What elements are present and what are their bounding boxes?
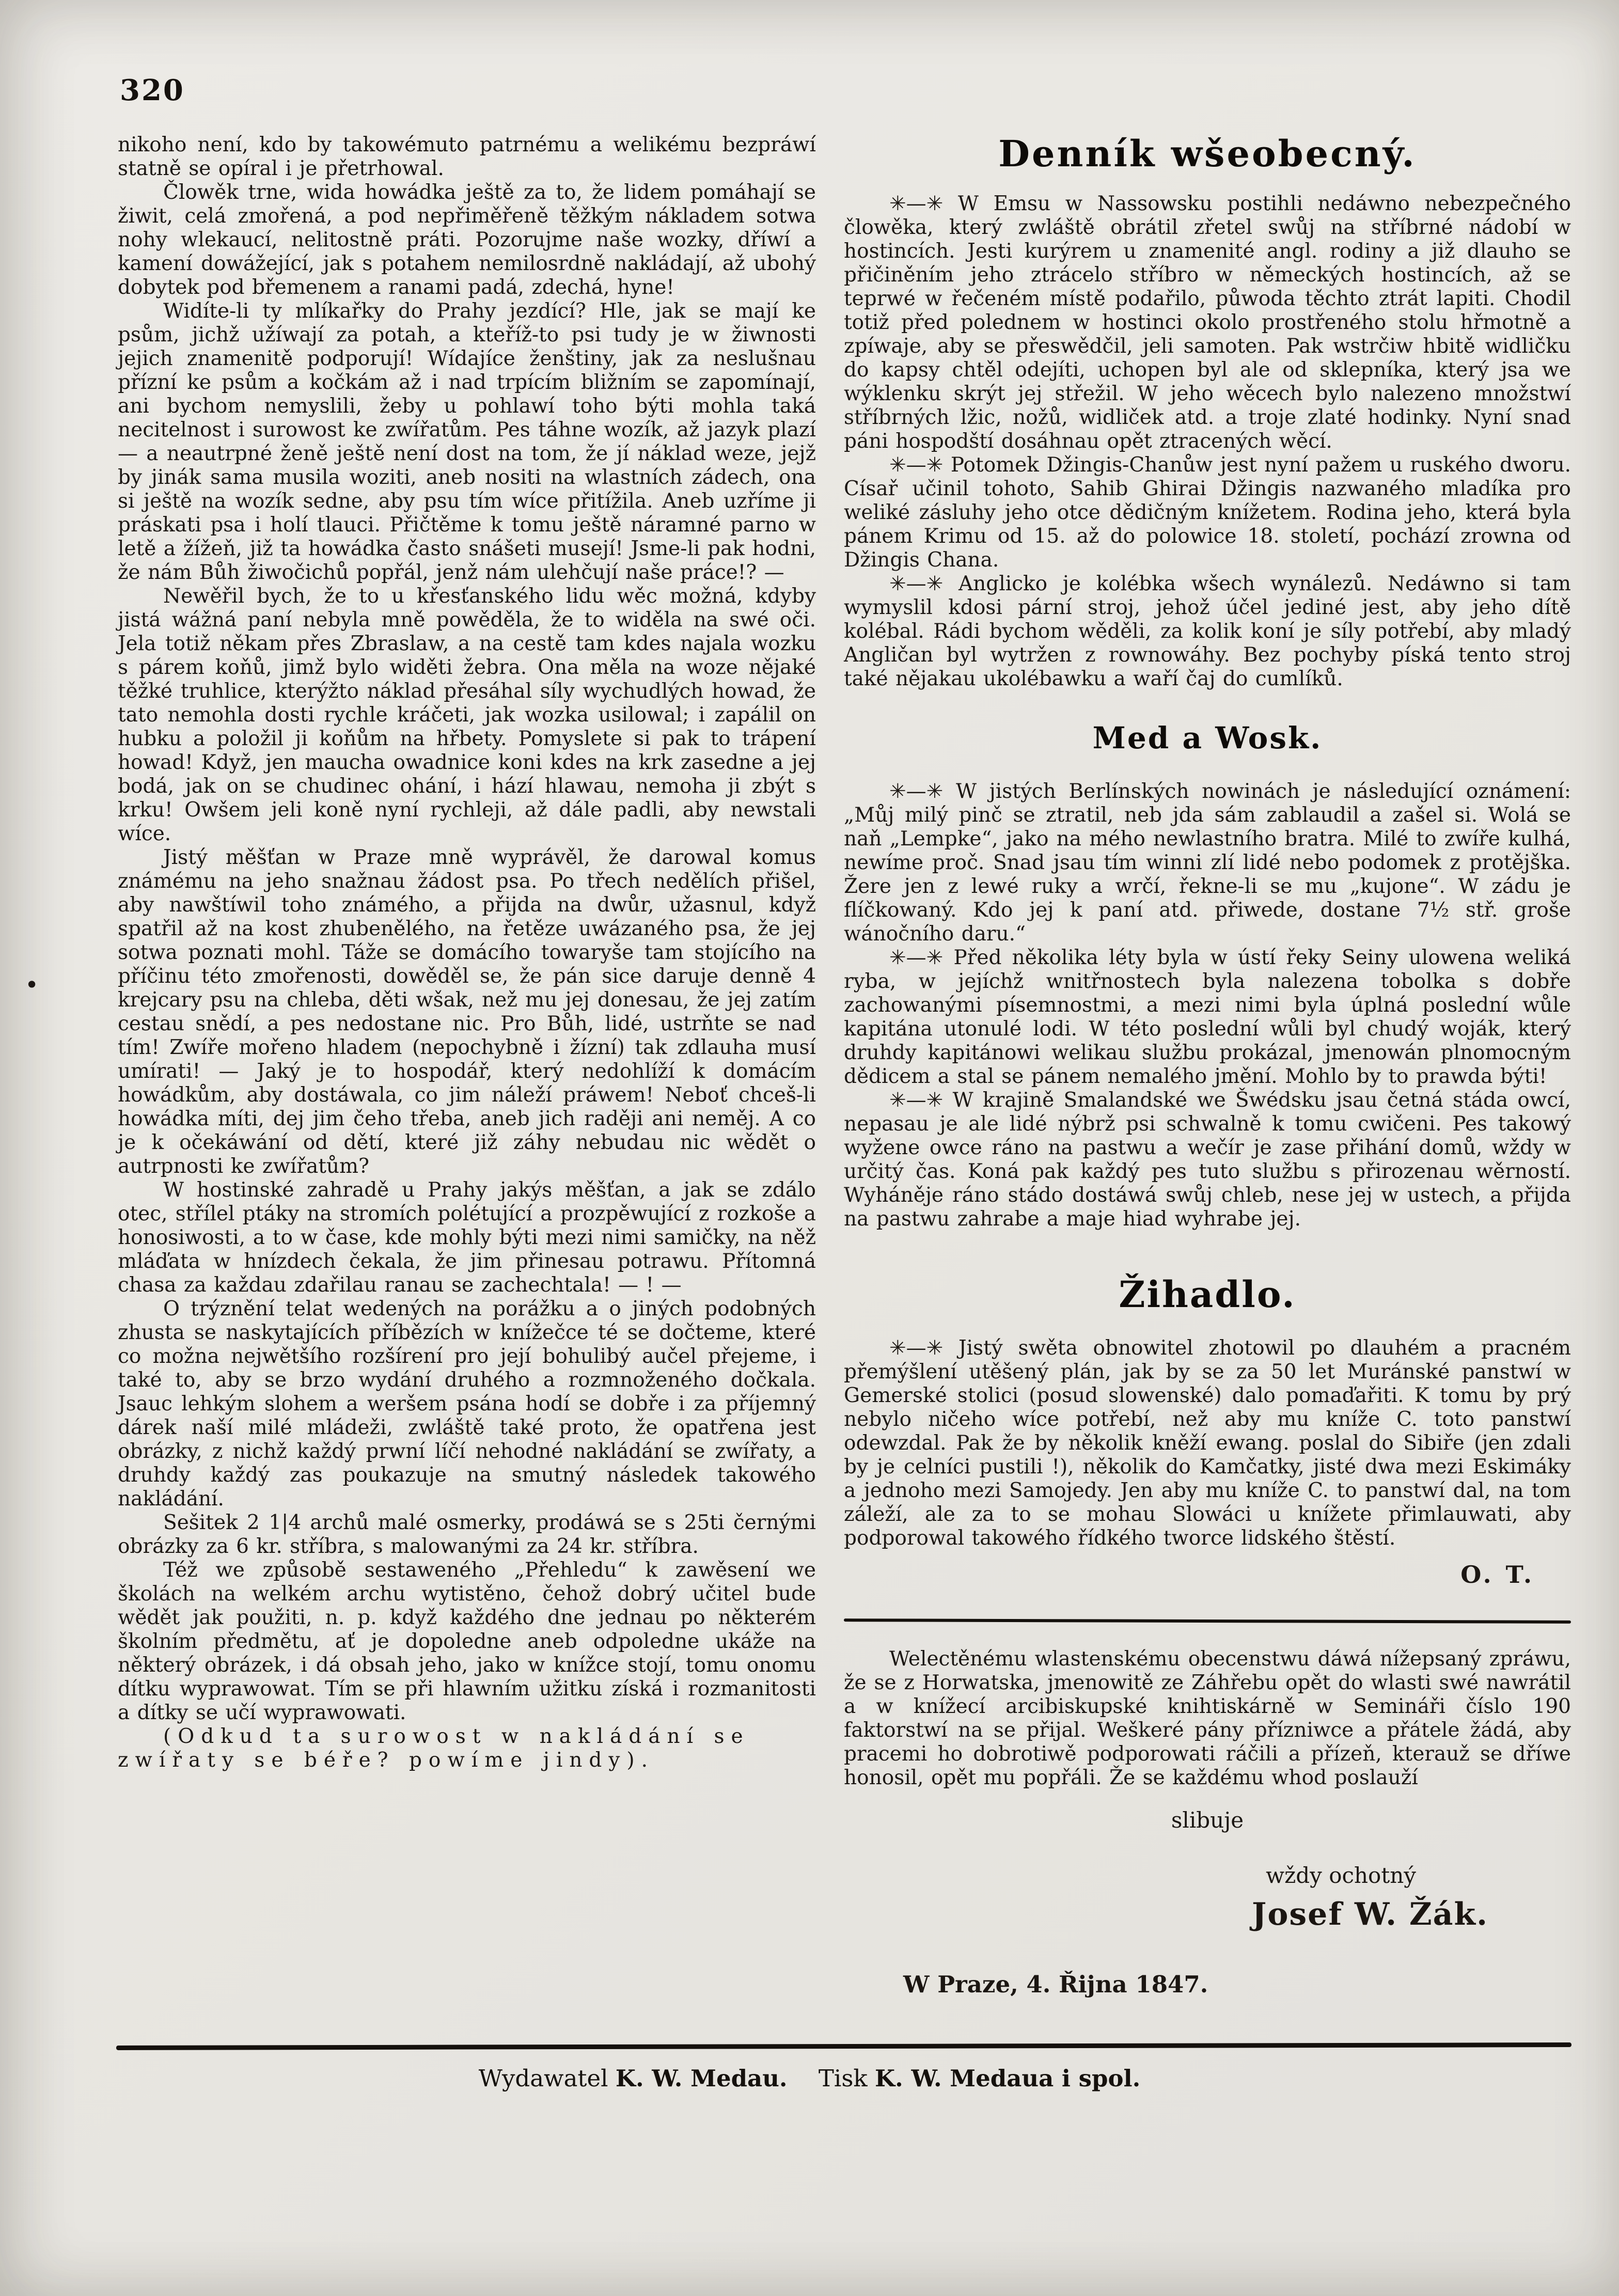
left-column xyxy=(118,133,816,1772)
paragraph: O trýznění telat wedených na porážku a o jiných podobných zhusta se naskytajících příbězích w knížečce té se dočteme, které co možna nejwětšího rozšírení pro její bohulibý aučel přejeme, i také to, aby se brzo wydání druhého a rozmnoženého dočkala. Jsauc lehkým slohem a weršem psána hodí se dobře i za příjemný dárek naší milé mládeži, zwláště také proto, že opatřena jest obrázky, z nichž každý prwní líčí nehodné nakládání se zwířaty, a druhdy každý zas poukazuje na smutný následek takowého nakládání. xyxy=(118,1297,816,1511)
publisher-name: K. W. Medau. xyxy=(615,2065,788,2092)
news-item: ✳—✳ Potomek Džingis-Chanůw jest nyní pažem u ruského dworu. Císař učinil tohoto, Sahib Ghirai Džingis nazwaného mladíka pro weliké zásluhy jeho otce dědičným knížetem. Rodina jeho, která byla pánem Krimu od 15. až do polowice 18. století, pochází zrowna od Džingis Chana. xyxy=(844,453,1571,572)
news-item: ✳—✳ Anglicko je kolébka wšech wynálezů. Nedáwno si tam wymyslil kdosi pární stroj, jehož účel jediné jest, aby jeho dítě kolébal. Rádi bychom wěděli, za kolik koní je síly potřebí, aby mladý Angličan byl wytržen z rownowáhy. Bez pochyby píská tento stroj také nějakau ukolébawku a waří čaj do cumlíků. xyxy=(844,572,1571,690)
announcement-dateline: W Praze, 4. Řijna 1847. xyxy=(903,1971,1208,1998)
right-column xyxy=(844,133,1571,1998)
paragraph: Sešitek 2 1|4 archů malé osmerky, prodáwá se s 25ti černými obrázky za 6 kr. stříbra, s malowanými za 24 kr. stříbra. xyxy=(118,1511,816,1558)
paragraph: Widíte-li ty mlíkařky do Prahy jezdící? Hle, jak se mají ke psům, jichž užíwají za potah, a kteříž-to psi tudy je w žiwnosti jejich znamenitě podporují! Wídajíce ženštiny, jak za neslušnau přízní ke psům a kočkám až i nad trpícím bližním se zapomínají, ani bychom nemyslili, žeby u pohlawí toho býti mohla taká necitelnost i surowost ke zwířatům. Pes táhne wozík, až jazyk plazí — a neautrpné ženě ještě není dost na tom, že jí náklad weze, jejž by jinák sama musila woziti, aneb nositi na wlastních zádech, ona si ještě na wozík sedne, aby psu tím wíce přitížila. Aneb uzříme ji práskati psa i holí tlauci. Přičtěme k tomu ještě náramné parno w letě a žížeň, již ta howádka často snášeti musejí! Jsme-li pak hodni, že nám Bůh žiwočichů popřál, jenž nám ulehčují naše práce!? — xyxy=(118,300,816,584)
paragraph: Jistý měšťan w Praze mně wyprávěl, že darowal komus známému na jeho snažnau žádost psa. Po třech nedělích přišel, aby nawštíwil toho známého, a přijda na dwůr, užasnul, když spatřil až na kost zhubenělého, na řetěze uwázaného psa, že jej sotwa poznati mohl. Táže se domácího towaryše tam stojícího na příčinu této zmořenosti, dowěděl se, že pán sice daruje denně 4 krejcary psu na chleba, děti wšak, než mu jej donesau, že jej zatím cestau snědí, a pes nedostane nic. Pro Bůh, lidé, ustrňte se nad tím! Zwíře mořeno hladem (nepochybně i žízní) tak zdlauha musí umírati! — Jaký je to hospodář, který nedohlíží k domácím howádkům, aby dostáwala, co jim náleží práwem! Neboť chceš-li howádka míti, dej jim čeho třeba, aneb jich raději ani neměj. A co je k očekáwání od dětí, které již záhy nebudau nic wědět o autrpnosti ke zwířatům? xyxy=(118,846,816,1178)
margin-dot: • xyxy=(25,971,39,999)
footer-rule xyxy=(116,2042,1571,2050)
closing-note: (Odkud ta surowost w nakládání se zwířaty se béře? powíme jindy). xyxy=(118,1725,750,1772)
printer-name: K. W. Medaua i spol. xyxy=(875,2065,1141,2092)
section-heading-med-a-wosk: Med a Wosk. xyxy=(1092,720,1323,756)
publisher-label: Wydawatel xyxy=(478,2065,608,2092)
paragraph: W hostinské zahradě u Prahy jakýs měšťan, a jak se zdálo otec, střílel ptáky na stromích polétující a prozpěwující z rozkoše a honosiwosti, a to w čase, kde mohly býti mezi nimi samičky, na něž mláďata w hnízdech čekala, že jim přinesau potrawu. Přítomná chasa za každau zdařilau ranau se zachechtala! — ! — xyxy=(118,1178,816,1297)
news-item: ✳—✳ Před několika léty byla w ústí řeky Seiny ulowena weliká ryba, w jejíchž wnitřnostech byla nalezena tobolka s dobře zachowanými písemnostmi, a mezi nimi byla úplná poslední wůle kapitána utonulé lodi. W této poslední wůli byl chudý woják, který druhdy kapitánowi welikau službu prokázal, jmenowán plnomocným dědicem a stal se pánem nemalého jmění. Mohlo by to prawda býti! xyxy=(844,946,1571,1088)
news-item: ✳—✳ W Emsu w Nassowsku postihli nedáwno nebezpečného člowěka, který zwláště obrátil zřetel swůj na stříbrné nádobí w hostincích. Jesti kurýrem u znamenité angl. rodiny a již dlauho se přičiněním jeho ztrácelo stříbro w německých hostincích, až se teprwé w řečeném místě podařilo, půwoda těchto ztrát lapiti. Chodil totiž před polednem w hostinci okolo prostřeného stolu hřmotně a zpíwaje, aby se přeswědčil, jeli samoten. Pak wstrčiw hbitě widličku do kapsy chtěl odejíti, uchopen byl ale od sklepníka, který jsa we wýklenku skrýt jej střežil. W jeho wěcech bylo nalezeno množstwí stříbrných lžic, nožů, widliček atd. a troje zlaté hodinky. Nyní snad páni hospodští dosáhnau opět ztracených wěcí. xyxy=(844,192,1571,453)
news-item: ✳—✳ W krajině Smalandské we Šwédsku jsau četná stáda owcí, nepasau je ale lidé nýbrž psi schwalně k tomu cwičeni. Pes takowý wyžene owce ráno na pastwu a wečír je zase přihání domů, wždy w určitý čas. Koná pak každý pes tuto službu s přirozenau wěrností. Wyháněje ráno stádo dostáwá swůj chleb, nese jej w ustech, a přijda na pastwu zahrabe a maje hiad wyhrabe jej. xyxy=(844,1089,1571,1231)
paragraph: Newěřil bych, že to u křesťanského lidu wěc možná, kdyby jistá wážná paní nebyla mně powěděla, že to widěla na swé oči. Jela totiž někam přes Zbraslaw, a na cestě tam kdes najala wozku s párem koňů, jimž bylo widěti žebra. Ona měla na woze nějaké těžké truhlice, kterýžto náklad přesáhal síly wychudlých howad, že tato nemohla dosti rychle kráčeti, jak wozka usilowal; i zapálil on hubku a položil ji koňům na hřbety. Pomyslete si pak to trápení howad! Když, jen maucha owadnice koni kdes na krk zasedne a jej bodá, jak on se chudinec ohání, i hází hlawau, nemoha ji zbýt s krku! Owšem jeli koně nyní rychleji, až dále padli, aby newstali wíce. xyxy=(118,585,816,845)
news-item: ✳—✳ W jistých Berlínských nowinách je následující oznámení: „Můj milý pinč se ztratil, neb jda sám zablaudil a zašel si. Wolá se naň „Lempke“, jako na mého newlastního bratra. Milé to zwíře kulhá, newíme proč. Snad jsau tím winni zlí lidé nebo podomek z protějška. Žere jen z lewé ruky a wrčí, řekne-li se mu „kujone“. W zádu je flíčkowaný. Kdo jej k paní atd. přiwede, dostane 7½ stř. groše wánočního daru.“ xyxy=(844,780,1571,946)
printer-label: Tisk xyxy=(818,2065,868,2092)
imprint-line xyxy=(0,2065,1619,2092)
contributor-initials: O. T. xyxy=(1460,1561,1535,1589)
paragraph: Člowěk trne, wida howádka ještě za to, že lidem pomáhají se žiwit, celá zmořená, a pod nepřiměřeně těžkým nákladem sotwa nohy wlekaucí, nelitostně práti. Pozorujme naše wozky, dříwí a kamení dowážející, jak s potahem nemilosrdně nakládají, až ubohý dobytek pod břemenem a ranami padá, zdechá, hyne! xyxy=(118,181,816,299)
section-heading-zihadlo: Žihadlo. xyxy=(1119,1273,1296,1316)
announcement-body: Welectěnému wlastenskému obecenstwu dáwá nížepsaný zpráwu, že se z Horwatska, jmenowitě ze Záhřebu opět do wlasti swé nawrátil a w knížecí arcibiskupské knihtiskárně w Semináři číslo 190 faktorstwí na se přijal. Weškeré pány přízniwce a přátele žádá, aby pracemi ho dobrotiwě podporowati ráčili a přízeň, kterauž se dříwe honosil, opět mu popřáli. Že se každému whod poslauží xyxy=(844,1647,1571,1789)
announcement-closing: wždy ochotný xyxy=(1266,1863,1416,1888)
divider-rule xyxy=(844,1618,1571,1624)
page-number: 320 xyxy=(120,73,185,107)
announcement-signature: Josef W. Žák. xyxy=(1251,1896,1488,1932)
section-heading-dennik-wseobecny: Denník wšeobecný. xyxy=(998,132,1417,175)
paragraph: Též we způsobě sestaweného „Přehledu“ k zawěsení we školách na welkém archu wytistěno, čehož dobrý učitel bude wědět jak použiti, n. p. když každého dne jednau po některém školním předmětu, ať je dopoledne aneb odpoledne ukáže na některý obrázek, i dá obsah jeho, jako w knížce stojí, tomu onomu dítku wyprawowat. Tím se při hlawním užitku získá i rozmanitosti a dítky se učí wyprawowati. xyxy=(118,1559,816,1724)
news-item: ✳—✳ Jistý swěta obnowitel zhotowil po dlauhém a pracném přemýšlení utěšený plán, jak by se za 50 let Muránské panstwí w Gemerské stolici (posud slowenské) dalo pomaďařiti. K tomu by prý nebylo ničeho wíce potřebí, než aby mu kníže C. toto panstwí odewzdal. Pak že by několik kněží ewang. poslal do Sibiře (jen zdali by je celníci pustili !), několik do Kamčatky, jisté dwa mezi Eskimáky a jednoho mezi Samojedy. Jen aby mu kníže C. to panstwí dal, na tom záleží, ale za to se mohau Slowáci u knížete přimlauwati, aby podporowal takowého řídkého tworce lidského štěstí. xyxy=(844,1336,1571,1550)
announcement-pledge: slibuje xyxy=(1171,1807,1244,1833)
paragraph: nikoho není, kdo by takowémuto patrnému a welikému bezpráwí statně se opíral i je přetrhowal. xyxy=(118,133,816,180)
